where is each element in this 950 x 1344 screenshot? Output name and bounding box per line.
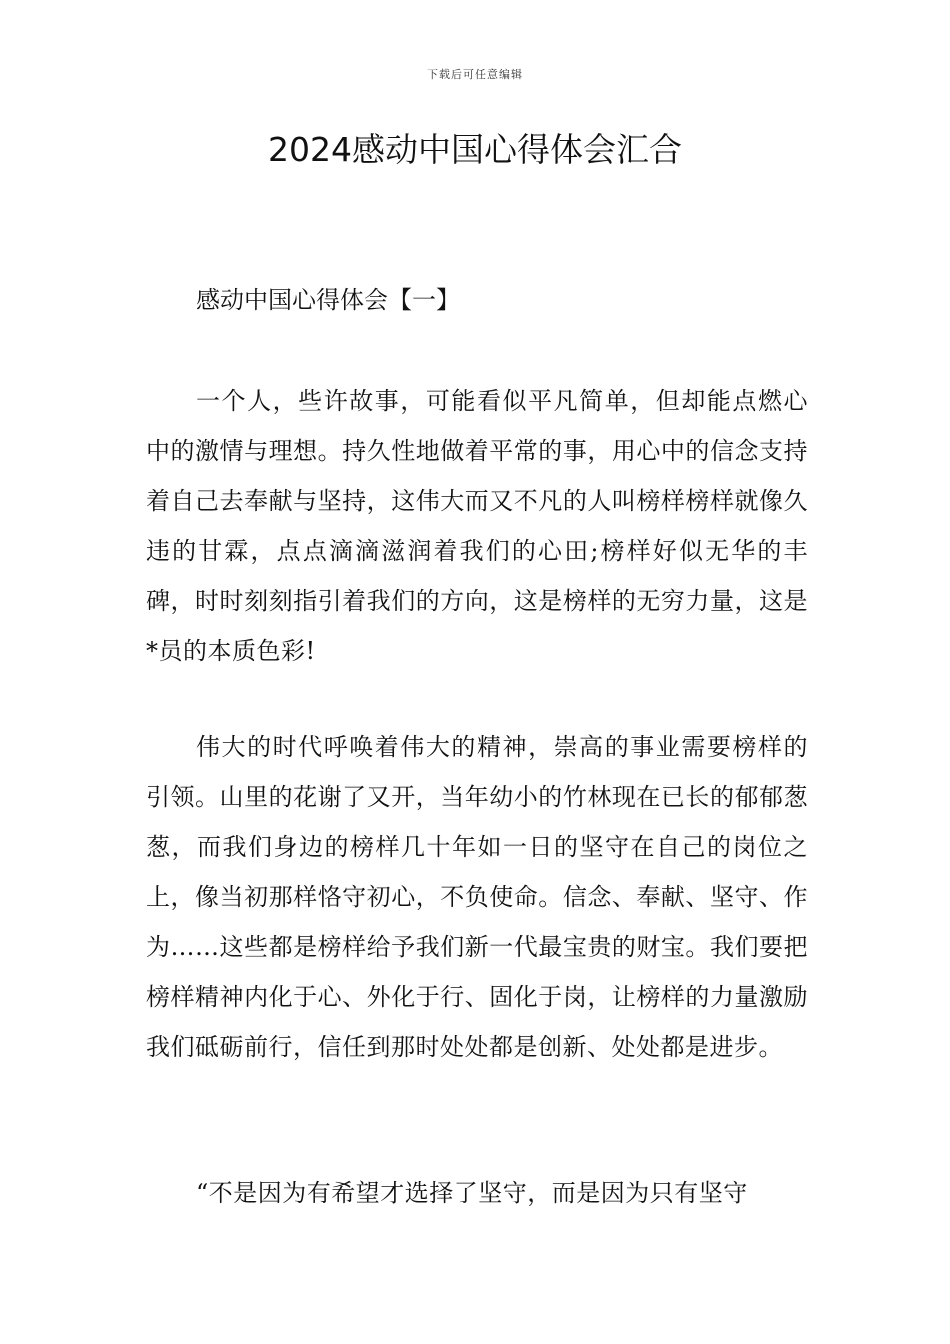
paragraph-3: “不是因为有希望才选择了坚守，而是因为只有坚守 [196,1179,748,1207]
paragraph-2: 伟大的时代呼唤着伟大的精神，崇高的事业需要榜样的引领。山里的花谢了又开，当年幼小的竹林现在已长的郁郁葱葱，而我们身边的榜样几十年如一日的坚守在自己的岗位之上，像当初那样恪守初心，不负使命。信念、奉献、坚守、作为……这些都是榜样给予我们新一代最宝贵的财宝。我们要把榜样精神内化于心、外化于行、固化于岗，让榜样的力量激励我们砥砺前行，信任到那时处处都是创新、处处都是进步。 [146,733,808,1061]
paragraph-1: 一个人，些许故事，可能看似平凡简单，但却能点燃心中的激情与理想。持久性地做着平常的事，用心中的信念支持着自己去奉献与坚持，这伟大而又不凡的人叫榜样榜样就像久违的甘霖，点点滴滴滋润着我们的心田;榜样好似无华的丰碑，时时刻刻指引着我们的方向，这是榜样的无穷力量，这是*员的本质色彩! [146,387,808,665]
header-note: 下载后可任意编辑 [427,68,523,81]
page-title: 2024感动中国心得体会汇合 [268,130,682,169]
section-heading: 感动中国心得体会【一】 [196,286,460,314]
